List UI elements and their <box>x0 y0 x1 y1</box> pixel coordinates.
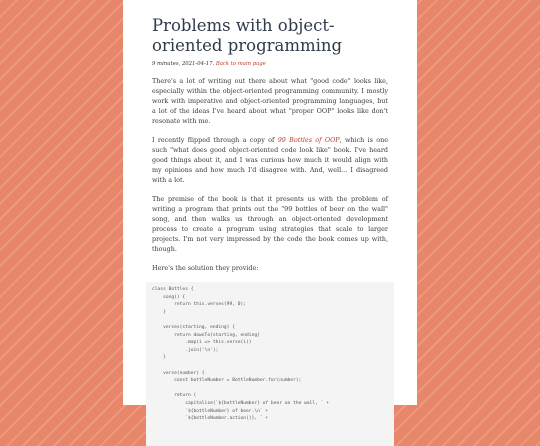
code-line: verse(number) { <box>152 370 205 376</box>
code-line: return this.verses(99, 0); <box>152 302 247 308</box>
paragraph-book-end: , which is one such "what does good object-oriented code look like" book. I've heard good things about it, and I was curious how much it would align with my opinions and how much I'd disagree with. And, well... I disagreed with a lot. <box>152 136 388 184</box>
article-content <box>123 0 417 446</box>
code-block <box>146 282 394 446</box>
code-line: } <box>152 309 166 315</box>
code-line <box>152 362 388 370</box>
code-line: } <box>152 355 166 361</box>
code-line: .join('\n'); <box>152 347 219 353</box>
code-line: .map(i => this.verse(i)) <box>152 340 252 346</box>
paragraph-book <box>152 135 388 185</box>
paragraph-intro: There's a lot of writing out there about what "good code" looks like, especially within the object-oriented programming community. I mostly work with imperative and object-oriented programming languages, but a lot of the ideas I've heard about what "proper OOP" looks like don't resonate with me. <box>152 77 388 125</box>
code-line: song() { <box>152 294 186 300</box>
code-line: `${bottleNumber.action()}, ` + <box>152 416 269 422</box>
article-meta <box>152 61 388 67</box>
code-line: const bottleNumber = BottleNumber.for(number); <box>152 378 302 384</box>
code-line: return ( <box>152 393 197 399</box>
book-link[interactable]: 99 Bottles of OOP <box>277 136 340 144</box>
code-line: class Bottles { <box>152 287 194 292</box>
reading-time-date: 9 minutes, 2021-04-17. <box>152 61 216 67</box>
paragraph-premise: The premise of the book is that it presents us with the problem of writing a program that prints out the "99 bottles of beer on the wall" song, and then walks us through an object-oriented development process to create a program using strategies that scale to larger projects. I'm not very impressed by the code the book comes up with, though. <box>152 195 388 253</box>
back-to-main-link[interactable]: Back to main page <box>215 61 266 67</box>
paragraph-book-start: I recently flipped through a copy of <box>152 136 278 144</box>
page-title: Problems with object-oriented programming <box>152 16 343 55</box>
article-page <box>123 0 417 422</box>
paragraph-solution-intro: Here's the solution they provide: <box>152 264 259 272</box>
code-line: return downTo(starting, ending) <box>152 332 260 338</box>
code-line: `${bottleNumber} of beer.\n` + <box>152 408 269 414</box>
code-line <box>152 316 388 324</box>
code-line: capitalize(`${bottleNumber} of beer on the wall, ` + <box>152 400 330 406</box>
code-line <box>152 385 388 393</box>
code-line: verses(starting, ending) { <box>152 324 235 330</box>
